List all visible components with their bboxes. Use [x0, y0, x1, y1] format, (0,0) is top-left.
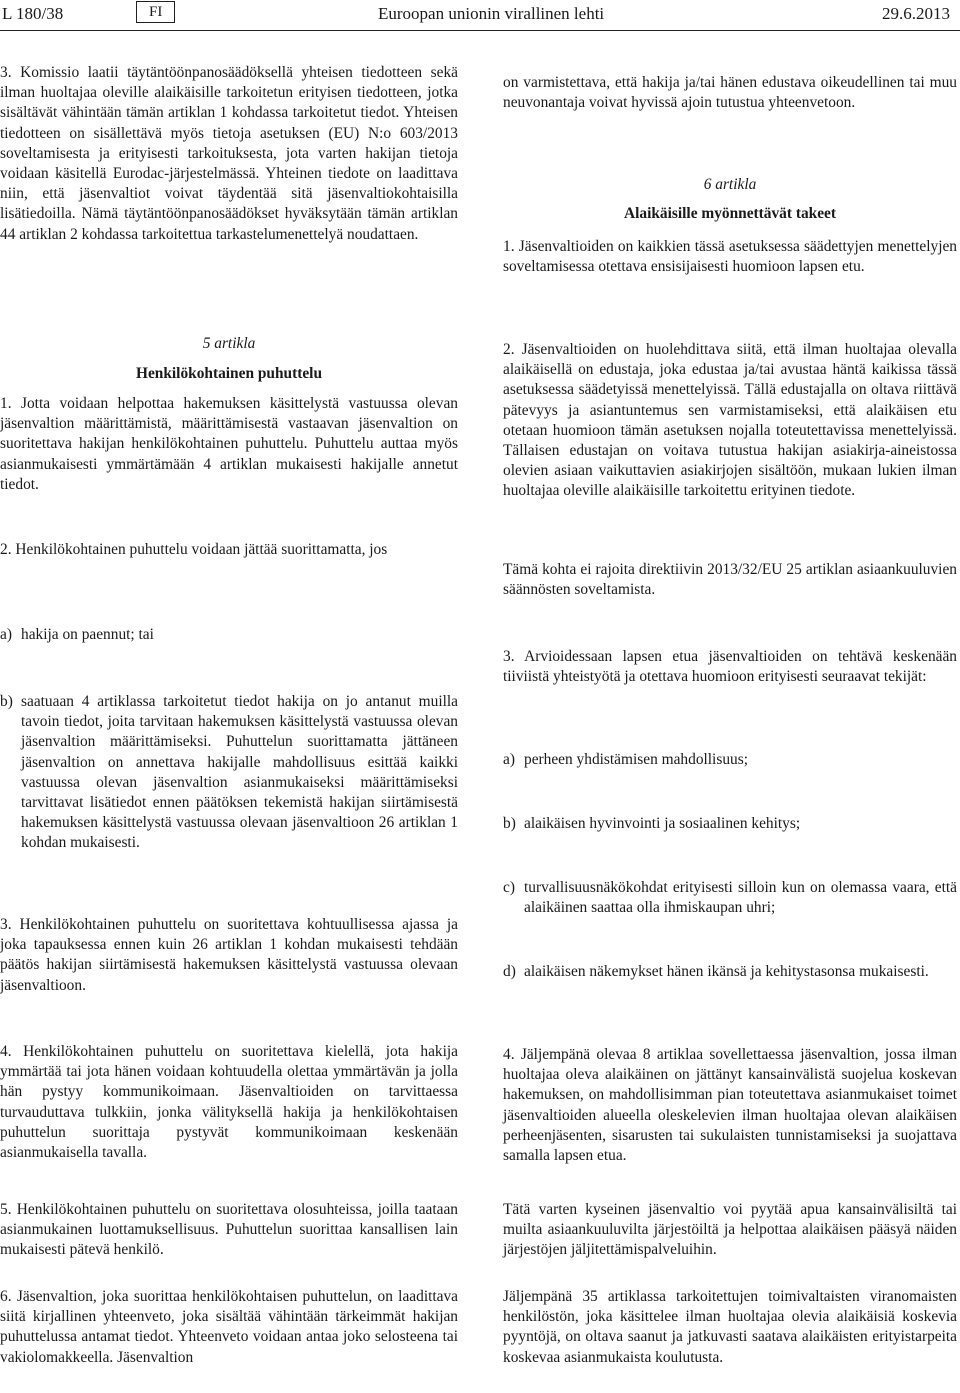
left-paragraph-3: 3. Komissio laatii täytäntöönpanosäädöksellä yhteisen tiedotteen sekä ilman huoltajaa oleville alaikäisille tarkoitetun erityisen tiedotteen, jotka sisältävät vähintään tämän artiklan 1 kohdassa tarkoitetut tiedot. Yhteisen tiedotteen on sisällettävä myös tietoja asetuksen (EU) N:o 603/2013 soveltamisesta ja erityisesti tarkoituksesta, jota varten hakijan tietoja voidaan käsitellä Eurodac-järjestelmässä. Yhteinen tiedote on laadittava niin, että jäsenvaltiot voivat täydentää sitä jäsenvaltiokohtaisilla lisätiedoilla. Nämä täytäntöönpanosäädökset hyväksytään tämän artiklan 44 artiklan 2 kohdassa tarkoitettua tarkastelumenettelyä noudattaen.	[0, 64, 458, 243]
article-5-paragraph-4: 4. Henkilökohtainen puhuttelu on suoritettava kielellä, jota hakija ymmärtää tai jota hänen voidaan kohtuudella olettaa ymmärtävän ja jolla hän pystyy kommunikoimaan. Jäsenvaltioiden on tarvittaessa turvauduttava tulkkiin, jonka välityksellä hakija ja henkilökohtaisen puhuttelun suorittaja pystyvät kommunikoimaan keskenään asianmukaisella tavalla.	[0, 1043, 458, 1162]
item-text: turvallisuusnäkökohdat erityisesti silloin kun on olemassa vaara, että alaikäinen saattaa olla ihmiskaupan uhri;	[524, 879, 957, 917]
article-6-paragraph-4-training: Jäljempänä 35 artiklassa tarkoitettujen toimivaltaisten viranomaisten henkilöstön, joka käsittelee ilman huoltajaa olevia alaikäisiä koskevia pyyntöjä, on oltava saanut ja jatkuvasti saatava alaikäisten erityistarpeita koskevaa asianmukaista koulutusta.	[503, 1288, 957, 1366]
article-5-paragraph-5: 5. Henkilökohtainen puhuttelu on suoritettava olosuhteissa, joilla taataan asianmukainen luottamuksellisuus. Puhuttelun suorittaa kansallisen lain mukaisesti pätevä henkilö.	[0, 1201, 458, 1259]
article-5-title: Henkilökohtainen puhuttelu	[135, 365, 323, 382]
article-6-paragraph-4: 4. Jäljempänä olevaa 8 artiklaa sovellettaessa jäsenvaltion, jossa ilman huoltajaa oleva alaikäinen on jättänyt kansainvälistä suojelua koskevan hakemuksen, on mahdollisimman pian toteutettava asianmukaiset toimet jäsenvaltioiden alueella oleskelevien ilman huoltajaa olevan alaikäisen perheenjäsenten, sisarusten tai sukulaisten tunnistamiseksi ja suojattava samalla lapsen etua.	[503, 1046, 957, 1165]
item-label: b)	[0, 693, 13, 710]
article-6-item-a	[503, 750, 957, 770]
article-6-number: 6 artikla	[703, 176, 757, 193]
item-text: alaikäisen hyvinvointi ja sosiaalinen kehitys;	[524, 815, 801, 832]
item-text: perheen yhdistämisen mahdollisuus;	[524, 751, 748, 768]
article-6-paragraph-2: 2. Jäsenvaltioiden on huolehdittava siitä, että ilman huoltajaa olevalla alaikäisellä on edustaja, joka edustaa ja/tai avustaa häntä kaikissa tässä asetuksessa säädetyissä menettelyissä. Tällä edustajalla on oltava riittävä pätevyys ja asiantuntemus sen varmistamiseksi, että alaikäisen etu otetaan huomioon tämän asetuksen nojalla toteutettavissa menettelyissä. Tällaisen edustajan on voitava tutustua hakijan asiakirja-aineistossa olevien asiaan vaikuttavien asiakirjojen sisältöön, mukaan lukien ilman huoltajaa oleville alaikäisille tarkoitettu erityinen tiedote.	[503, 341, 957, 500]
item-label: d)	[503, 963, 516, 980]
item-label: a)	[503, 751, 515, 768]
article-5-paragraph-2: 2. Henkilökohtainen puhuttelu voidaan jättää suorittamatta, jos	[0, 541, 388, 558]
article-5-item-b	[0, 692, 458, 854]
article-6-paragraph-4-continued: Tätä varten kyseinen jäsenvaltio voi pyytää apua kansainvälisiltä tai muilta asiaankuuluvilta järjestöiltä ja helpottaa alaikäisen pääsyä näiden järjestöjen jäljitettämispalveluihin.	[503, 1201, 957, 1259]
item-label: b)	[503, 815, 516, 832]
article-6-paragraph-3: 3. Arvioidessaan lapsen etua jäsenvaltioiden on tehtävä keskenään tiiviistä yhteistyötä ja otettava huomioon erityisesti seuraavat tekijät:	[503, 648, 957, 686]
article-6-paragraph-2-continued: Tämä kohta ei rajoita direktiivin 2013/32/EU 25 artiklan asiaankuuluvien säännösten soveltamista.	[503, 561, 957, 599]
item-text: alaikäisen näkemykset hänen ikänsä ja kehitystasonsa mukaisesti.	[524, 963, 929, 980]
header-rule	[0, 30, 960, 31]
right-continuation: on varmistettava, että hakija ja/tai hänen edustava oikeudellinen tai muu neuvonantaja voivat hyvissä ajoin tutustua yhteenvetoon.	[503, 74, 957, 112]
article-6-item-b	[503, 814, 957, 834]
item-text: saatuaan 4 artiklassa tarkoitetut tiedot hakija on jo antanut muilla tavoin tiedot, joita tarvitaan hakemuksen käsittelystä vastuussa olevan jäsenvaltion määrittämiseksi. Puhuttelun suorittamatta jättäneen jäsenvaltion on annettava hakijalle mahdollisuus esittää kaikki vastuussa olevan jäsenvaltion asianmukaiseksi määrittämiseksi tarvittavat lisätiedot ennen päätöksen tekemistä hakijan siirtämisestä hakemuksen käsittelystä vastuussa olevaan jäsenvaltioon 26 artiklan 1 kohdan mukaisesti.	[21, 693, 458, 852]
item-label: a)	[0, 626, 12, 643]
item-label: c)	[503, 879, 515, 896]
language-code-box: FI	[136, 1, 175, 23]
article-5-item-a	[0, 625, 458, 645]
article-5-paragraph-6: 6. Jäsenvaltion, joka suorittaa henkilökohtaisen puhuttelun, on laadittava siitä kirjallinen yhteenveto, joka sisältää vähintään tärkeimmät hakijan puhuttelussa antamat tiedot. Yhteenveto voidaan antaa joko selosteena tai vakiolomakkeella. Jäsenvaltion	[0, 1288, 458, 1366]
article-5-paragraph-1: 1. Jotta voidaan helpottaa hakemuksen käsittelystä vastuussa olevan jäsenvaltion määrittämistä, määrittämisestä vastaavan jäsenvaltion on suoritettava hakijan henkilökohtainen puhuttelu. Puhuttelu auttaa myös asianmukaisesti ymmärtämään 4 artiklan mukaisesti hakijalle annetut tiedot.	[0, 395, 458, 493]
article-6-paragraph-1: 1. Jäsenvaltioiden on kaikkien tässä asetuksessa säädettyjen menettelyjen soveltamisessa otettava ensisijaisesti huomioon lapsen etu.	[503, 238, 957, 276]
article-5-paragraph-3: 3. Henkilökohtainen puhuttelu on suoritettava kohtuullisessa ajassa ja joka tapauksessa ennen kuin 26 artiklan 1 kohdan mukaisesti tehdään päätös hakijan siirtämisestä hakemuksen käsittelystä vastuussa olevaan jäsenvaltioon.	[0, 916, 458, 994]
article-5-number: 5 artikla	[202, 335, 256, 352]
item-text: hakija on paennut; tai	[21, 626, 154, 643]
article-6-title: Alaikäisille myönnettävät takeet	[623, 205, 837, 222]
page-reference: L 180/38	[2, 4, 64, 23]
article-6-item-c	[503, 878, 957, 918]
publication-date: 29.6.2013	[882, 4, 950, 23]
journal-title: Euroopan unionin virallinen lehti	[378, 4, 605, 23]
article-6-item-d	[503, 962, 957, 982]
page-header	[0, 0, 960, 34]
